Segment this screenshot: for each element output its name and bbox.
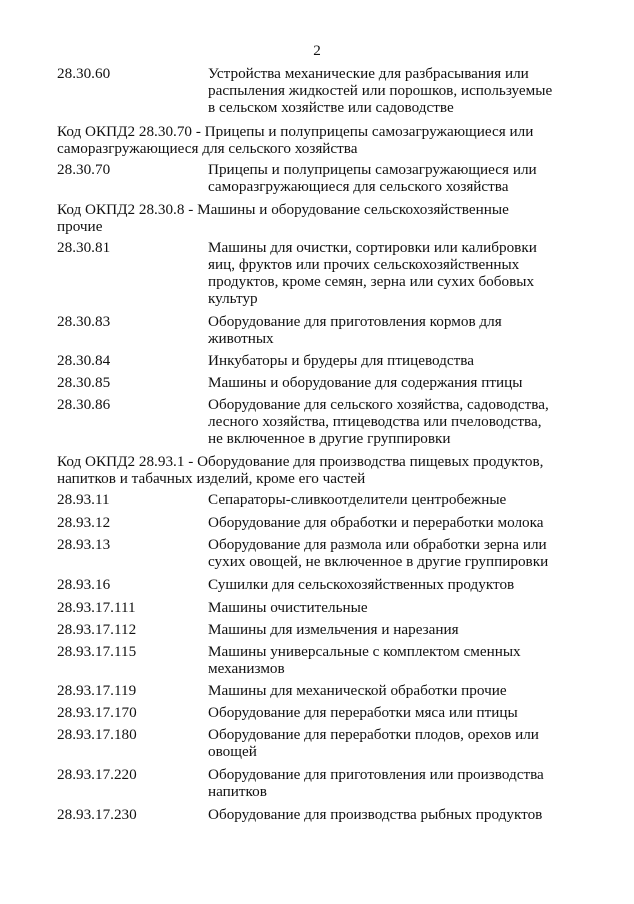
code-description: Инкубаторы и брудеры для птицеводства	[208, 352, 474, 369]
okpd-code: 28.30.70	[57, 161, 111, 178]
okpd-code: 28.93.17.115	[57, 643, 137, 660]
code-row	[57, 806, 557, 823]
code-description: Устройства механические для разбрасывания или распыления жидкостей или порошков, используемые в сельском хозяйстве или садоводстве	[208, 65, 553, 116]
code-row	[57, 621, 557, 638]
section-heading: Код ОКПД2 28.30.8 - Машины и оборудование сельскохозяйственные прочие	[57, 201, 509, 235]
okpd-code: 28.30.86	[57, 396, 111, 413]
code-row	[57, 726, 557, 760]
code-description: Машины универсальные с комплектом сменных механизмов	[208, 643, 521, 677]
okpd-code: 28.30.84	[57, 352, 111, 369]
code-row	[57, 239, 557, 307]
okpd-code: 28.30.85	[57, 374, 111, 391]
code-description: Оборудование для обработки и переработки молока	[208, 514, 544, 531]
code-row	[57, 491, 557, 508]
code-description: Машины для очистки, сортировки или калибровки яиц, фруктов или прочих сельскохозяйственных продуктов, кроме семян, зерна или сухих бобовых культур	[208, 239, 537, 307]
code-row	[57, 704, 557, 721]
okpd-code: 28.93.13	[57, 536, 111, 553]
page-number: 2	[313, 42, 321, 59]
code-description: Оборудование для производства рыбных продуктов	[208, 806, 543, 823]
code-description: Сушилки для сельскохозяйственных продуктов	[208, 576, 515, 593]
code-description: Прицепы и полуприцепы самозагружающиеся или саморазгружающиеся для сельского хозяйства	[208, 161, 537, 195]
classification-list	[57, 65, 557, 823]
code-row	[57, 65, 557, 116]
code-description: Машины для измельчения и нарезания	[208, 621, 459, 638]
code-row	[57, 536, 557, 570]
code-description: Оборудование для сельского хозяйства, садоводства, лесного хозяйства, птицеводства или пчеловодства, не включенное в другие группировки	[208, 396, 549, 447]
code-description: Оборудование для переработки мяса или птицы	[208, 704, 518, 721]
okpd-code: 28.93.17.111	[57, 599, 136, 616]
okpd-code: 28.93.17.112	[57, 621, 137, 638]
okpd-code: 28.93.17.230	[57, 806, 137, 823]
code-description: Оборудование для приготовления кормов для животных	[208, 313, 502, 347]
code-row	[57, 643, 557, 677]
code-description: Машины очистительные	[208, 599, 368, 616]
okpd-code: 28.93.17.180	[57, 726, 137, 743]
okpd-code: 28.93.16	[57, 576, 111, 593]
okpd-code: 28.93.17.119	[57, 682, 137, 699]
code-row	[57, 352, 557, 369]
okpd-code: 28.93.17.170	[57, 704, 137, 721]
okpd-code: 28.93.12	[57, 514, 111, 531]
okpd-code: 28.30.83	[57, 313, 111, 330]
code-description: Машины для механической обработки прочие	[208, 682, 507, 699]
code-description: Оборудование для переработки плодов, орехов или овощей	[208, 726, 539, 760]
code-row	[57, 682, 557, 699]
code-description: Сепараторы-сливкоотделители центробежные	[208, 491, 507, 508]
okpd-code: 28.93.17.220	[57, 766, 137, 783]
okpd-code: 28.93.11	[57, 491, 110, 508]
section-heading: Код ОКПД2 28.93.1 - Оборудование для производства пищевых продуктов, напитков и табачных изделий, кроме его частей	[57, 453, 544, 487]
code-description: Машины и оборудование для содержания птицы	[208, 374, 523, 391]
code-row	[57, 766, 557, 800]
code-row	[57, 396, 557, 447]
code-row	[57, 374, 557, 391]
code-row	[57, 576, 557, 593]
code-row	[57, 313, 557, 347]
code-row	[57, 161, 557, 195]
code-description: Оборудование для приготовления или производства напитков	[208, 766, 544, 800]
code-description: Оборудование для размола или обработки зерна или сухих овощей, не включенное в другие группировки	[208, 536, 549, 570]
section-heading: Код ОКПД2 28.30.70 - Прицепы и полуприцепы самозагружающиеся или саморазгружающиеся для сельского хозяйства	[57, 123, 534, 157]
code-row	[57, 514, 557, 531]
code-row	[57, 599, 557, 616]
okpd-code: 28.30.81	[57, 239, 111, 256]
okpd-code: 28.30.60	[57, 65, 111, 82]
